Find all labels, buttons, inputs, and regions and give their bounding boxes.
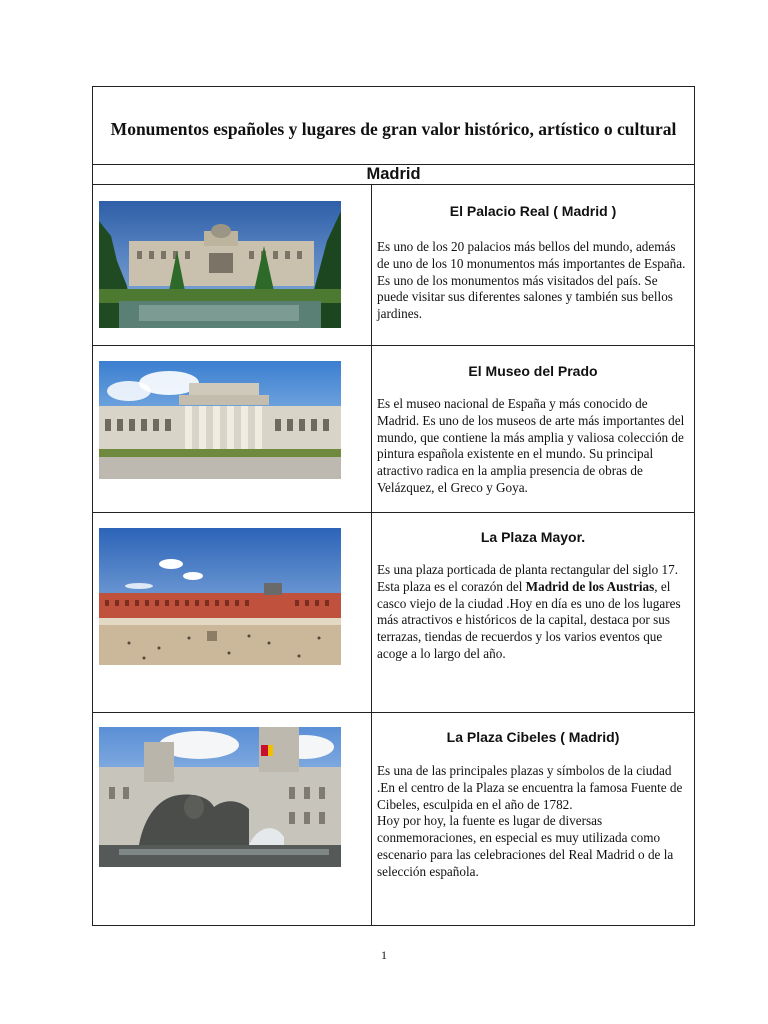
region-name: Madrid — [366, 165, 421, 183]
description-paragraph: Es uno de los monumentos más visitados del país. Se puede visitar sus diferentes salones y también sus bellos jardines. — [377, 272, 673, 322]
description-paragraph: Es el museo nacional de España y más conocido de Madrid. Es uno de los museos de arte más importantes del mundo, que contiene la más amplia y valiosa colección de pintura española existente en el mundo. Su principal atractivo radica en la amplia presencia de obras de Velázquez, el Greco y Goya. — [377, 396, 685, 495]
monument-description — [377, 396, 686, 497]
plaza-cibeles-photo — [99, 727, 341, 867]
description-paragraph: Hoy por hoy, la fuente es lugar de diversas conmemoraciones, en especial es muy utilizada como escenario para las celebraciones del Real Madrid o de la selección española. — [377, 813, 674, 879]
region-header — [93, 164, 694, 185]
title-row — [93, 87, 694, 165]
description-paragraph: Es una de las principales plazas y símbolos de la ciudad .En el centro de la Plaza se encuentra la famosa Fuente de Cibeles, esculpida en el año de 1782. — [377, 763, 683, 812]
description-paragraph: Es una plaza porticada de planta rectangular del siglo 17. — [377, 562, 678, 577]
monuments-table — [92, 86, 695, 926]
monument-title: El Palacio Real ( Madrid ) — [449, 203, 617, 219]
image-cell — [93, 513, 372, 712]
text-cell — [372, 185, 694, 345]
page-number: 1 — [381, 948, 387, 962]
highlighted-text: Madrid de los Austrias — [525, 578, 655, 594]
monument-description — [377, 763, 686, 881]
document-title: Monumentos españoles y lugares de gran valor histórico, artístico o cultural — [110, 119, 677, 139]
monument-description — [377, 562, 686, 663]
text-cell — [372, 513, 694, 712]
monument-title: La Plaza Cibeles ( Madrid) — [446, 729, 620, 745]
monument-row-museo-prado — [93, 346, 694, 513]
monument-title: La Plaza Mayor. — [480, 529, 586, 545]
description-paragraph: Es uno de los 20 palacios más bellos del mundo, además de uno de los 10 monumentos más importantes de España. — [377, 239, 686, 271]
image-cell — [93, 713, 372, 925]
description-paragraph — [377, 579, 686, 663]
paragraph-text: Esta plaza es el corazón del — [377, 578, 526, 594]
text-cell — [372, 346, 694, 512]
monument-row-plaza-cibeles — [93, 713, 694, 925]
monument-row-palacio-real — [93, 185, 694, 346]
monument-description — [377, 239, 686, 323]
image-cell — [93, 346, 372, 512]
palacio-real-photo — [99, 201, 341, 328]
image-cell — [93, 185, 372, 345]
text-cell — [372, 713, 694, 925]
monument-title: El Museo del Prado — [468, 363, 598, 379]
museo-prado-photo — [99, 361, 341, 479]
plaza-mayor-photo — [99, 528, 341, 665]
monument-row-plaza-mayor — [93, 513, 694, 713]
paragraph-text: , el casco viejo de la ciudad .Hoy en día es uno de los lugares más atractivos e históricos de la capital, destaca por sus terrazas, tiendas de recuerdos y los varios eventos que acoge a lo largo del año. — [377, 578, 681, 661]
